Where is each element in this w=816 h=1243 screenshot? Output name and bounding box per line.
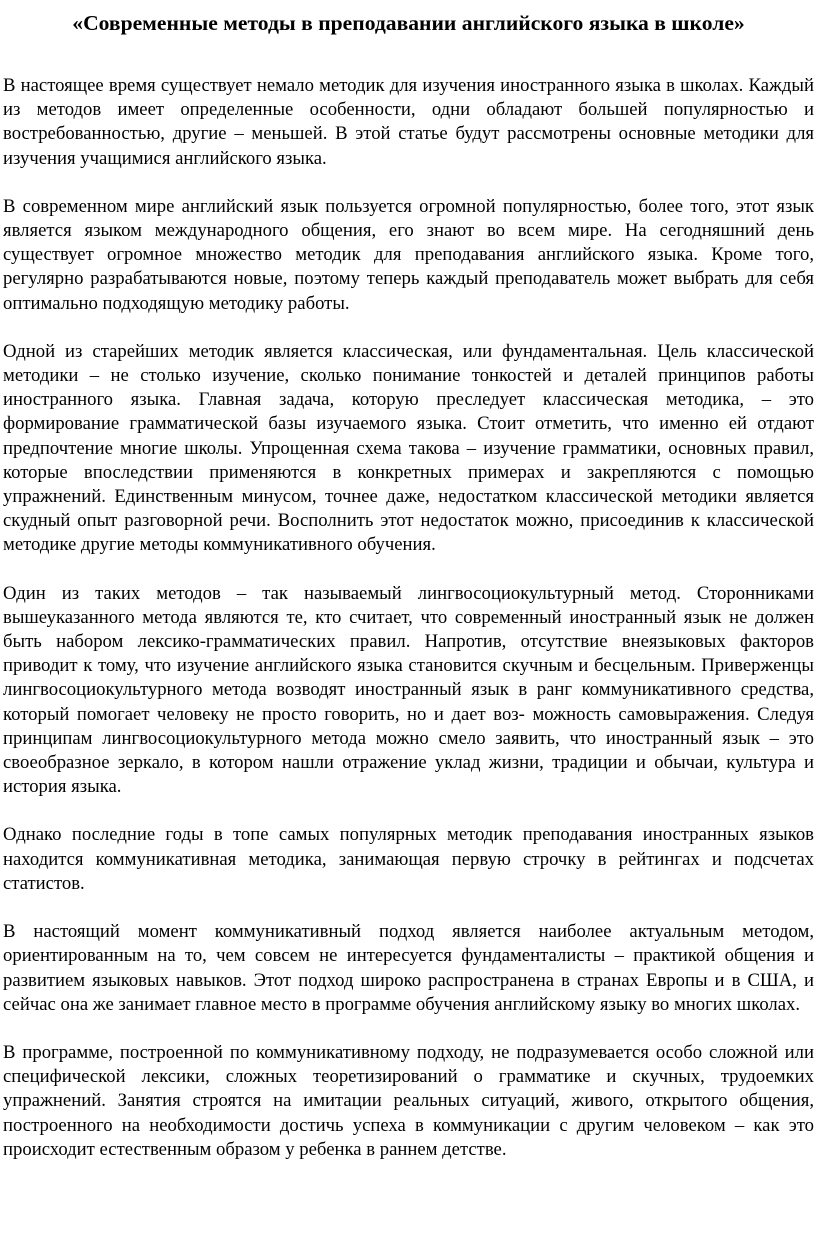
paragraph-intro: В настоящее время существует немало методик для изучения иностранного языка в школах. Каждый из методов имеет определенные особенности, одни обладают большей популярностью и востребованностью, другие – меньшей. В этой статье будут рассмотрены основные методики для изучения учащимися английского языка. <box>3 75 814 169</box>
paragraph-communicative-approach: В настоящий момент коммуникативный подход является наиболее актуальным методом, ориентированным на то, чем совсем не интересуется фундаменталисты – практикой общения и развитием языковых навыков. Этот подход широко распространена в странах Европы и в США, и сейчас она же занимает главное место в программе обучения английскому языку во многих школах. <box>3 921 814 1015</box>
paragraph-classical-method: Одной из старейших методик является классическая, или фундаментальная. Цель классической методики – не столько изучение, сколько понимание тонкостей и деталей принципов работы иностранного языка. Главная задача, которую преследует классическая методика, – это формирование грамматической базы изучаемого языка. Стоит отметить, что именно ей отдают предпочтение многие школы. Упрощенная схема такова – изучение грамматики, основных правил, которые впоследствии применяются в конкретных примерах и закрепляются с помощью упражнений. Единственным минусом, точнее даже, недостатком классической методики является скудный опыт разговорной речи. Восполнить этот недостаток можно, присоединив к классической методике другие методы коммуникативного обучения. <box>3 340 814 556</box>
paragraph-communicative-program: В программе, построенной по коммуникативному подходу, не подразумевается особо сложной или специфической лексики, сложных теоретизирований о грамматике и скучных, трудоемких упражнений. Занятия строятся на имитации реальных ситуаций, живого, открытого общения, построенного на необходимости достичь успеха в коммуникации с другим человеком – как это происходит естественным образом у ребенка в раннем детстве. <box>3 1041 814 1160</box>
paragraph-communicative-popularity: Однако последние годы в топе самых популярных методик преподавания иностранных языков находится коммуникативная методика, занимающая первую строчку в рейтингах и подсчетах статистов. <box>3 824 814 894</box>
document-title: «Современные методы в преподавании английского языка в школе» <box>72 11 745 35</box>
paragraph-linguosociocultural-method: Один из таких методов – так называемый лингвосоциокультурный метод. Сторонниками вышеуказанного метода являются те, кто считает, что современный иностранный язык не должен быть набором лексико-грамматических правил. Напротив, отсутствие внеязыковых факторов приводит к тому, что изучение английского языка становится скучным и бесцельным. Приверженцы лингвосоциокультурного метода возводят иностранный язык в ранг коммуникативного средства, который помогает человеку не просто говорить, но и дает воз- можность самовыражения. Следуя принципам лингвосоциокультурного метода можно смело заявить, что иностранный язык – это своеобразное зеркало, в котором нашли отражение уклад жизни, традиции и обычаи, культура и история языка. <box>3 582 814 798</box>
paragraph-modern-world: В современном мире английский язык пользуется огромной популярностью, более того, этот язык является языком международного общения, его знают во всем мире. На сегодняшний день существует огромное множество методик для преподавания английского языка. Кроме того, регулярно разрабатываются новые, поэтому теперь каждый преподаватель может выбрать для себя оптимально подходящую методику работы. <box>3 195 814 314</box>
